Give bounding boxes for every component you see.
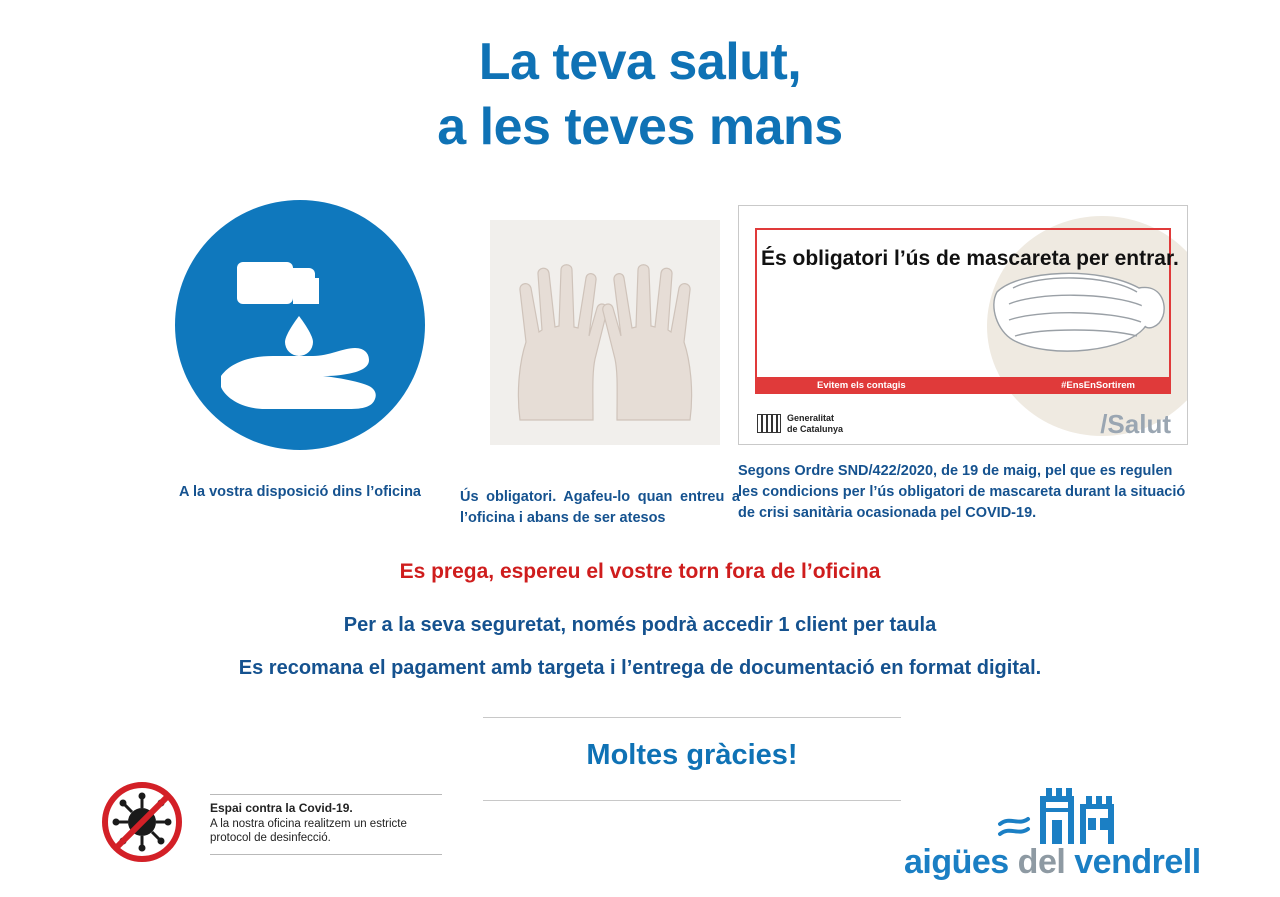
notice-one-client: Per a la seva seguretat, només podrà accedir 1 client per taula bbox=[343, 614, 937, 636]
covid-badge-body: A la nostra oficina realitzem un estricte protocol de desinfecció. bbox=[210, 817, 407, 845]
covid-badge bbox=[100, 780, 450, 870]
notice-card-payment: Es recomana el pagament amb targeta i l’entrega de documentació en format digital. bbox=[238, 657, 1042, 679]
no-virus-icon bbox=[100, 780, 184, 864]
logo-word-2: del bbox=[1017, 843, 1066, 881]
panel-mask bbox=[738, 205, 1193, 524]
notice-queue-outside: Es prega, espereu el vostre torn fora de l’oficina bbox=[399, 560, 881, 583]
generalitat-text bbox=[787, 413, 843, 434]
thanks-message: Moltes gràcies! bbox=[586, 739, 798, 771]
panel-handwash-caption: A la vostra disposició dins l’oficina bbox=[179, 484, 421, 500]
logo-wordmark bbox=[904, 843, 1201, 882]
poster-bar-right: #EnsEnSortirem bbox=[1061, 380, 1135, 391]
mask-poster bbox=[738, 205, 1188, 445]
logo-word-3: vendrell bbox=[1074, 843, 1201, 881]
title-line-1: La teva salut, bbox=[478, 33, 802, 91]
panel-mask-caption: Segons Ordre SND/422/2020, de 19 de maig, pel que es regulen les condicions per l’ús obligatori de mascareta durant la situació de crisi sanitària ocasionada pel COVID-19. bbox=[738, 463, 1186, 522]
poster-red-bar bbox=[755, 377, 1171, 394]
handwash-icon bbox=[175, 200, 425, 450]
poster-headline: És obligatori l’ús de mascareta per entrar. bbox=[761, 247, 1179, 270]
logo-word-1: aigües bbox=[904, 843, 1009, 881]
panel-gloves bbox=[460, 220, 750, 529]
face-mask-icon bbox=[979, 248, 1169, 378]
generalitat-shield-icon bbox=[757, 414, 781, 433]
title-line-2: a les teves mans bbox=[437, 98, 843, 156]
divider-top bbox=[483, 717, 901, 718]
covid-badge-text bbox=[210, 794, 442, 855]
info-panels bbox=[0, 200, 1280, 550]
generalitat-logo bbox=[757, 413, 843, 434]
company-logo bbox=[904, 782, 1234, 882]
salut-label: /Salut bbox=[1100, 409, 1171, 439]
panel-handwash bbox=[140, 200, 460, 503]
divider-bottom bbox=[483, 800, 901, 801]
gloves-photo bbox=[490, 220, 720, 445]
panel-gloves-caption: Ús obligatori. Agafeu-lo quan entreu a l’oficina i abans de ser atesos bbox=[460, 489, 740, 527]
generalitat-line-2: de Catalunya bbox=[787, 423, 844, 434]
page-title bbox=[0, 30, 1280, 160]
covid-badge-title: Espai contra la Covid-19. bbox=[210, 801, 353, 815]
poster-bar-left: Evitem els contagis bbox=[817, 380, 906, 391]
generalitat-line-1: Generalitat bbox=[787, 413, 835, 424]
castle-waves-icon bbox=[996, 778, 1196, 848]
